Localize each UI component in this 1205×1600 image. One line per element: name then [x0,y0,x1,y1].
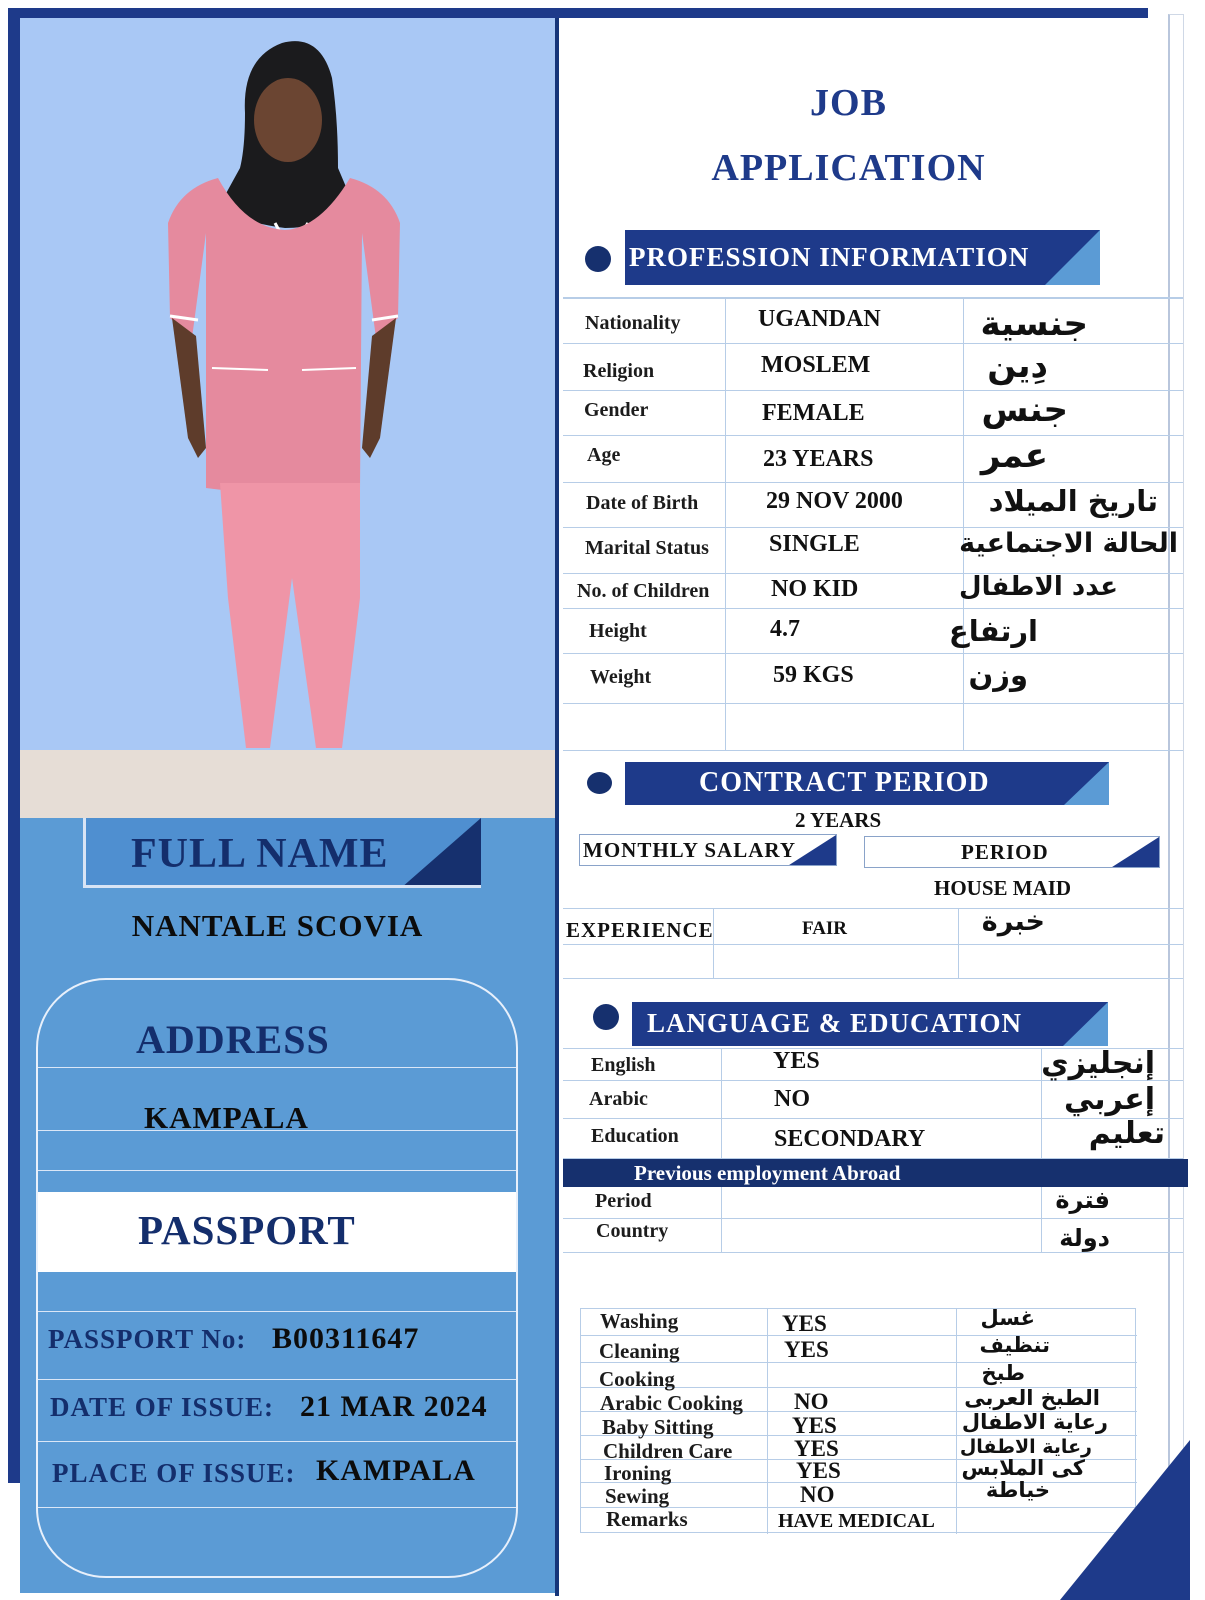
contract-header [625,762,1109,805]
title-line-2: APPLICATION [711,147,986,189]
age-label: Age [587,444,621,466]
children-arabic: عدد الاطفال [959,572,1118,602]
arabic-value: NO [774,1086,810,1112]
experience-value: FAIR [802,918,848,939]
prev-country-label: Country [596,1220,669,1242]
passport-number-label: PASSPORT No: [48,1324,247,1354]
age-value: 23 YEARS [763,446,874,472]
monthly-salary-box [579,834,837,866]
issue-date-value: 21 MAR 2024 [300,1390,488,1423]
nationality-label: Nationality [585,312,681,334]
previous-employment-header: Previous employment Abroad [634,1161,901,1185]
age-arabic: عمر [980,436,1048,476]
position-value: HOUSE MAID [934,876,1072,900]
skill-children-care-arabic: رعاية الاطفال [959,1436,1092,1458]
skill-cooking-label: Cooking [599,1367,675,1391]
children-label: No. of Children [577,580,710,602]
skill-ironing-label: Ironing [604,1461,672,1485]
religion-label: Religion [583,360,655,382]
contract-bullet [587,772,612,794]
contract-period-value: 2 YEARS [795,808,882,832]
full-name-label: FULL NAME [131,831,389,877]
english-value: YES [773,1048,820,1074]
marital-status-label: Marital Status [585,537,709,559]
skill-cleaning-arabic: تنظيف [979,1333,1050,1357]
contract-header-text: CONTRACT PERIOD [699,767,990,798]
language-header [632,1002,1108,1046]
monthly-salary-label: MONTHLY SALARY [583,838,796,862]
language-bullet [593,1004,619,1030]
skill-children-care-value: YES [794,1436,839,1461]
previous-employment-bar [563,1159,1188,1187]
prev-country-arabic: دولة [1059,1224,1110,1252]
religion-arabic: دِين [987,346,1048,386]
address-passport-card [36,978,518,1578]
frame-right-border [1168,14,1184,1594]
skill-cooking-arabic: طبخ [981,1361,1025,1385]
english-label: English [591,1054,656,1076]
profession-header-text: PROFESSION INFORMATION [629,242,1030,272]
dob-label: Date of Birth [586,492,699,514]
education-arabic: تعليم [1088,1116,1165,1151]
title-line-1: JOB [810,82,887,124]
passport-label: PASSPORT [138,1207,356,1253]
dob-value: 29 NOV 2000 [766,488,903,514]
issue-place-value: KAMPALA [316,1454,476,1487]
address-label: ADDRESS [136,1017,330,1062]
passport-number-value: B00311647 [272,1322,420,1355]
weight-value: 59 KGS [773,662,854,688]
frame-left-bar [8,8,20,1483]
gender-label: Gender [584,399,649,421]
nationality-value: UGANDAN [758,306,881,332]
arabic-label: Arabic [589,1088,648,1110]
skill-remarks-label: Remarks [606,1507,688,1531]
skill-remarks-value: HAVE MEDICAL [778,1510,935,1532]
skill-sewing-arabic: خياطة [985,1478,1050,1502]
profession-bullet [585,246,611,272]
profession-header [625,230,1100,285]
height-value: 4.7 [770,616,800,642]
skill-baby-sitting-value: YES [792,1413,837,1438]
skill-cleaning-label: Cleaning [599,1339,680,1363]
religion-value: MOSLEM [761,352,871,378]
prev-period-label: Period [595,1190,652,1212]
marital-status-value: SINGLE [769,531,860,557]
height-arabic: ارتفاع [948,614,1038,648]
period-label: PERIOD [961,840,1049,864]
skill-baby-sitting-label: Baby Sitting [602,1415,714,1439]
skill-ironing-arabic: كى الملابس [961,1456,1085,1480]
children-value: NO KID [771,576,859,602]
height-label: Height [589,620,647,642]
skill-washing-value: YES [782,1311,827,1336]
applicant-photo [20,18,555,818]
gender-arabic: جنس [981,390,1068,430]
skill-washing-arabic: غسل [980,1306,1035,1330]
gender-value: FEMALE [762,400,865,426]
full-name-value: NANTALE SCOVIA [131,908,424,943]
skill-ironing-value: YES [796,1458,841,1483]
language-header-text: LANGUAGE & EDUCATION [647,1008,1023,1038]
english-arabic: إنجليزي [1041,1046,1155,1081]
education-value: SECONDARY [774,1126,926,1152]
skill-arabic-cooking-arabic: الطبخ العربى [964,1386,1100,1410]
skill-washing-label: Washing [600,1309,679,1333]
skill-arabic-cooking-label: Arabic Cooking [600,1391,743,1415]
skill-cleaning-value: YES [784,1337,829,1362]
corner-triangle [1060,1440,1190,1600]
education-label: Education [591,1125,679,1147]
skill-baby-sitting-arabic: رعاية الاطفال [961,1410,1108,1434]
weight-arabic: وزن [968,658,1028,692]
nationality-arabic: جنسية [980,304,1088,344]
weight-label: Weight [590,666,652,688]
full-name-header [83,818,481,888]
applicant-figure [20,18,555,818]
skill-sewing-label: Sewing [605,1484,670,1508]
arabic-arabic: إعربي [1063,1082,1155,1117]
marital-status-arabic: الحالة الاجتماعية [959,528,1178,559]
issue-date-label: DATE OF ISSUE: [50,1392,275,1422]
skill-sewing-value: NO [800,1482,835,1507]
issue-place-label: PLACE OF ISSUE: [52,1458,296,1488]
prev-period-arabic: فترة [1055,1186,1110,1214]
dob-arabic: تاريخ الميلاد [988,484,1158,518]
experience-label: EXPERIENCE [566,918,714,942]
address-value: KAMPALA [144,1100,309,1135]
skill-children-care-label: Children Care [603,1439,733,1463]
photo-floor [20,750,555,818]
frame-top-bar [8,8,1148,18]
period-box [864,836,1160,868]
skill-arabic-cooking-value: NO [794,1389,829,1414]
experience-arabic: خبرة [981,906,1045,937]
